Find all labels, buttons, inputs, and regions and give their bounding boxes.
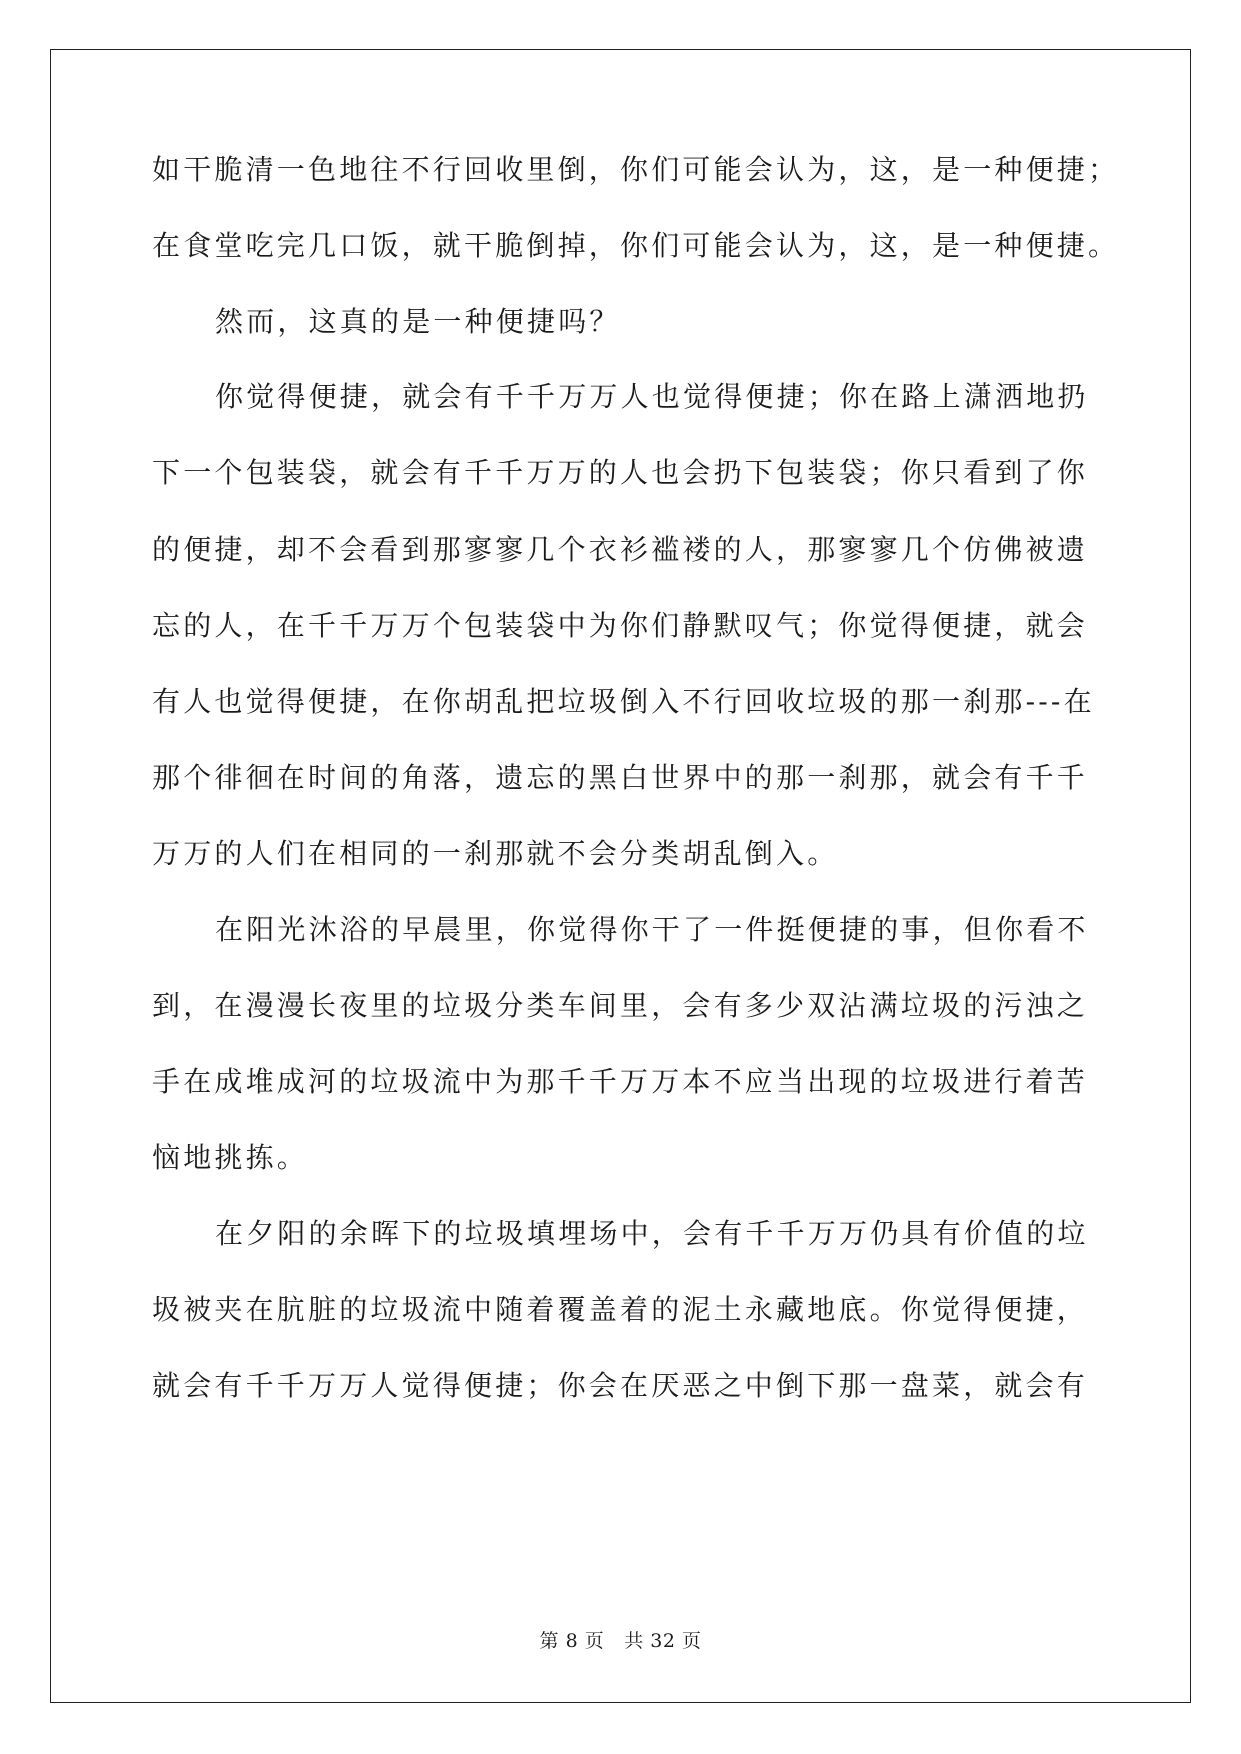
text-line: 恼地挑拣。 bbox=[152, 1141, 309, 1174]
text-line: 的便捷，却不会看到那寥寥几个衣衫褴褛的人，那寥寥几个仿佛被遗 bbox=[152, 533, 1089, 566]
text-line: 圾被夹在肮脏的垃圾流中随着覆盖着的泥土永藏地底。你觉得便捷， bbox=[152, 1293, 1089, 1326]
paragraph-start-line: 在夕阳的余晖下的垃圾填埋场中，会有千千万万仍具有价值的垃 bbox=[215, 1217, 1089, 1250]
page-total: 共 32 页 bbox=[624, 1630, 702, 1652]
text-line: 在食堂吃完几口饭，就干脆倒掉，你们可能会认为，这，是一种便捷。 bbox=[152, 229, 1120, 262]
text-line: 如干脆清一色地往不行回收里倒，你们可能会认为，这，是一种便捷； bbox=[152, 153, 1120, 186]
page-border bbox=[50, 49, 1191, 1703]
text-line: 有人也觉得便捷，在你胡乱把垃圾倒入不行回收垃圾的那一刹那---在 bbox=[152, 685, 1095, 718]
text-line: 那个徘徊在时间的角落，遗忘的黑白世界中的那一刹那，就会有千千 bbox=[152, 761, 1089, 794]
page-footer bbox=[0, 1626, 1241, 1653]
text-line: 万万的人们在相同的一刹那就不会分类胡乱倒入。 bbox=[152, 837, 839, 870]
text-line: 到，在漫漫长夜里的垃圾分类车间里，会有多少双沾满垃圾的污浊之 bbox=[152, 989, 1089, 1022]
text-line: 就会有千千万万人觉得便捷；你会在厌恶之中倒下那一盘菜，就会有 bbox=[152, 1369, 1089, 1402]
paragraph-start-line: 然而，这真的是一种便捷吗？ bbox=[215, 305, 621, 338]
page-number: 第 8 页 bbox=[539, 1630, 605, 1652]
text-line: 忘的人，在千千万万个包装袋中为你们静默叹气；你觉得便捷，就会 bbox=[152, 609, 1089, 642]
paragraph-start-line: 你觉得便捷，就会有千千万万人也觉得便捷；你在路上潇洒地扔 bbox=[215, 380, 1089, 413]
text-line: 手在成堆成河的垃圾流中为那千千万万本不应当出现的垃圾进行着苦 bbox=[152, 1065, 1089, 1098]
text-line: 下一个包装袋，就会有千千万万的人也会扔下包装袋；你只看到了你 bbox=[152, 456, 1089, 489]
paragraph-start-line: 在阳光沐浴的早晨里，你觉得你干了一件挺便捷的事，但你看不 bbox=[215, 913, 1089, 946]
